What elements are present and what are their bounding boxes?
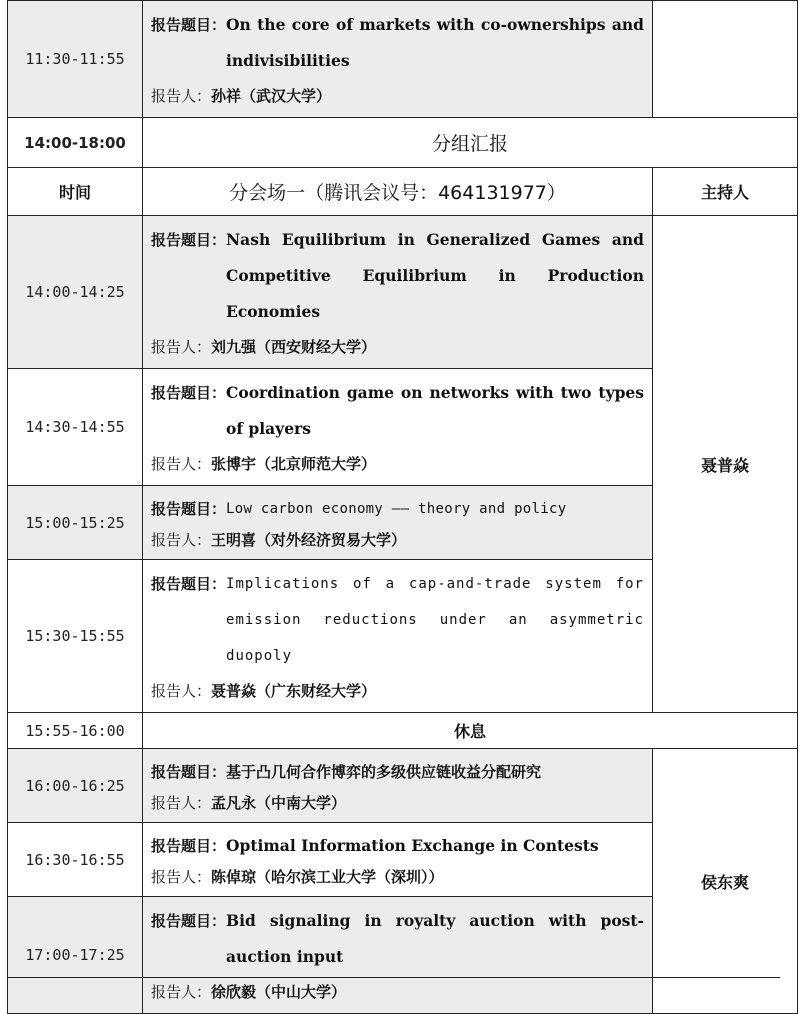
talk-time: 11:30-11:55 — [8, 1, 143, 118]
section-label: 分组汇报 — [143, 118, 798, 168]
speaker-name: 孟凡永（中南大学） — [211, 793, 347, 812]
talk-title: Low carbon economy —— theory and policy — [226, 500, 567, 517]
talk-time: 15:00-15:25 — [8, 486, 143, 560]
speaker-name: 陈倬琼（哈尔滨工业大学（深圳）） — [211, 867, 444, 886]
break-row — [8, 713, 798, 749]
speaker-label: 报告人： — [151, 793, 212, 812]
table-row — [8, 749, 798, 823]
talk-time: 17:00-17:25 — [8, 897, 143, 1014]
title-label: 报告题目： — [151, 762, 227, 781]
host-cell-empty — [653, 1, 798, 118]
speaker-name: 刘九强（西安财经大学） — [211, 338, 377, 356]
talk-title: 基于凸几何合作博弈的多级供应链收益分配研究 — [226, 762, 542, 781]
talk-cell — [143, 749, 653, 823]
talk-time: 16:00-16:25 — [8, 749, 143, 823]
speaker-name: 聂普焱（广东财经大学） — [211, 682, 377, 700]
session-host: 侯东爽 — [653, 749, 798, 1014]
talk-cell — [143, 823, 653, 897]
header-venue: 分会场一（腾讯会议号：464131977） — [143, 168, 653, 216]
header-row — [8, 168, 798, 216]
break-label: 休息 — [143, 713, 798, 749]
talk-title: Optimal Information Exchange in Contests — [226, 835, 599, 855]
talk-cell — [143, 216, 653, 369]
section-row — [8, 118, 798, 168]
bottom-rule — [7, 977, 780, 978]
talk-cell — [143, 897, 653, 1014]
table-row — [8, 216, 798, 369]
speaker-name: 王明喜（对外经济贸易大学） — [211, 530, 407, 549]
talk-title: On the core of markets with co-ownerships and indivisibilities — [226, 15, 644, 70]
speaker-label: 报告人： — [151, 530, 212, 549]
title-label: 报告题目： — [151, 499, 227, 518]
title-label: 报告题目： — [151, 16, 227, 34]
speaker-label: 报告人： — [151, 983, 212, 1001]
schedule-table — [7, 0, 798, 1014]
title-label: 报告题目： — [151, 912, 227, 930]
table-row — [8, 1, 798, 118]
title-label: 报告题目： — [151, 575, 227, 593]
talk-time: 15:30-15:55 — [8, 560, 143, 713]
speaker-label: 报告人： — [151, 338, 212, 356]
speaker-label: 报告人： — [151, 87, 212, 105]
speaker-name: 张博宇（北京师范大学） — [211, 455, 377, 473]
speaker-label: 报告人： — [151, 455, 212, 473]
title-label: 报告题目： — [151, 231, 227, 249]
header-host: 主持人 — [653, 168, 798, 216]
talk-title: Implications of a cap-and-trade system for emission reductions under an asymmetric duopoly — [226, 576, 644, 664]
talk-cell — [143, 486, 653, 560]
talk-title: Coordination game on networks with two types of players — [226, 383, 644, 438]
speaker-name: 徐欣毅（中山大学） — [211, 983, 347, 1001]
speaker-label: 报告人： — [151, 867, 212, 886]
talk-cell — [143, 369, 653, 486]
speaker-label: 报告人： — [151, 682, 212, 700]
talk-title: Bid signaling in royalty auction with post-auction input — [226, 911, 644, 966]
speaker-name: 孙祥（武汉大学） — [211, 87, 332, 105]
title-label: 报告题目： — [151, 836, 227, 855]
talk-cell — [143, 560, 653, 713]
title-label: 报告题目： — [151, 384, 227, 402]
session-host: 聂普焱 — [653, 216, 798, 713]
section-time: 14:00-18:00 — [8, 118, 143, 168]
header-time: 时间 — [8, 168, 143, 216]
talk-time: 16:30-16:55 — [8, 823, 143, 897]
talk-cell — [143, 1, 653, 118]
talk-time: 14:30-14:55 — [8, 369, 143, 486]
break-time: 15:55-16:00 — [8, 713, 143, 749]
talk-title: Nash Equilibrium in Generalized Games and Competitive Equilibrium in Production Economies — [226, 230, 644, 321]
talk-time: 14:00-14:25 — [8, 216, 143, 369]
